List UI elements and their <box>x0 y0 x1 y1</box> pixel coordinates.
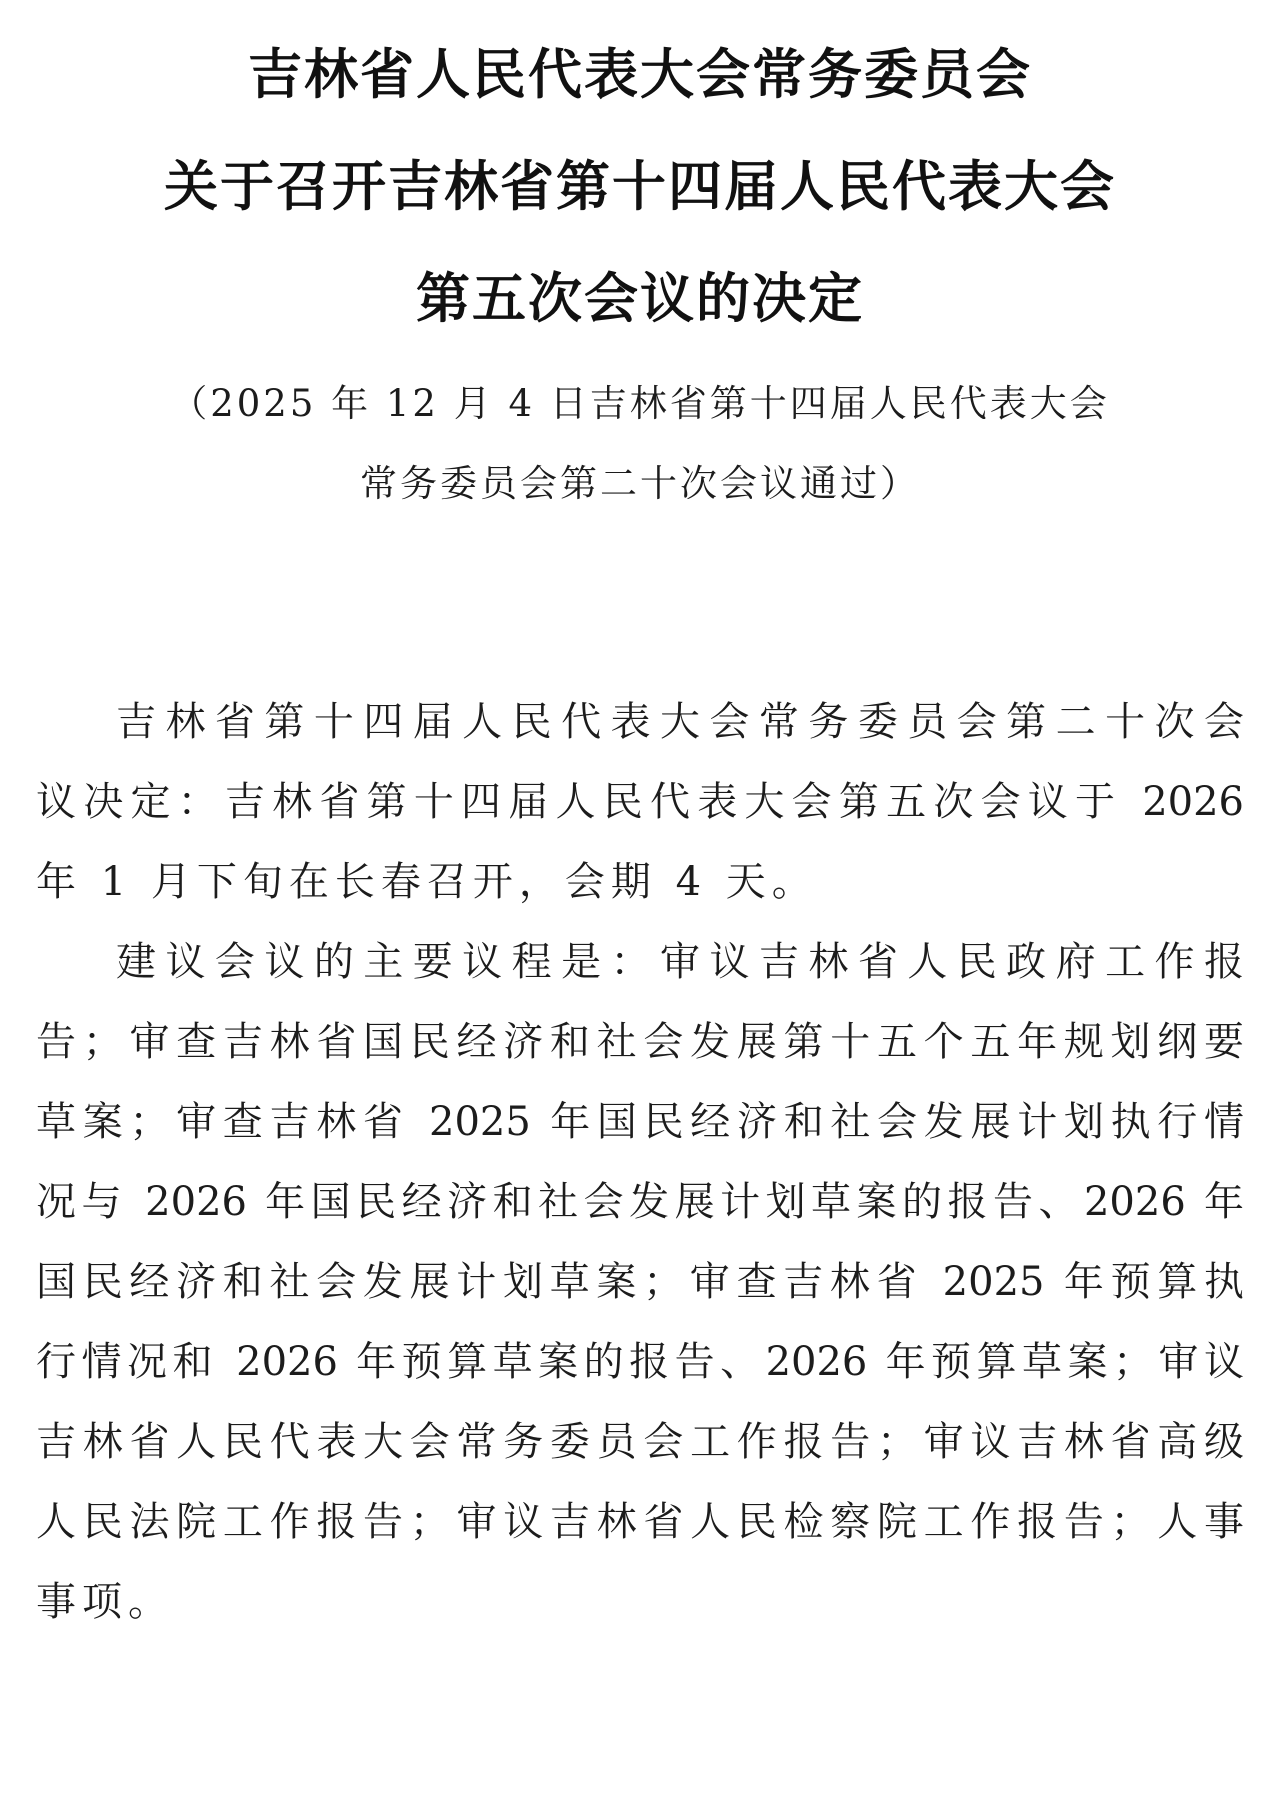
paragraph-2-line-3: 草案；审查吉林省 2025 年国民经济和社会发展计划执行情 <box>36 1099 1244 1145</box>
paragraph-2-line-9: 事项。 <box>36 1579 174 1625</box>
paragraph-1 <box>36 682 1244 922</box>
paragraph-2-line-2: 告；审查吉林省国民经济和社会发展第十五个五年规划纲要 <box>36 1019 1244 1065</box>
paragraph-2-line-6: 行情况和 2026 年预算草案的报告、2026 年预算草案；审议 <box>36 1339 1244 1385</box>
paragraph-2-line-5: 国民经济和社会发展计划草案；审查吉林省 2025 年预算执 <box>36 1259 1244 1305</box>
paragraph-1-line-1: 吉林省第十四届人民代表大会常务委员会第二十次会 <box>116 699 1244 745</box>
paragraph-1-line-3: 年 1 月下旬在长春召开，会期 4 天。 <box>36 859 818 905</box>
document-subtitle <box>36 364 1244 524</box>
title-line-1: 吉林省人民代表大会常务委员会 <box>248 42 1032 106</box>
paragraph-2-line-8: 人民法院工作报告；审议吉林省人民检察院工作报告；人事 <box>36 1499 1244 1545</box>
subtitle-line-1: （2025 年 12 月 4 日吉林省第十四届人民代表大会 <box>170 382 1110 425</box>
document-title <box>36 18 1244 354</box>
title-line-2: 关于召开吉林省第十四届人民代表大会 <box>164 154 1116 218</box>
paragraph-2-line-7: 吉林省人民代表大会常务委员会工作报告；审议吉林省高级 <box>36 1419 1244 1465</box>
paragraph-1-line-2: 议决定：吉林省第十四届人民代表大会第五次会议于 2026 <box>36 779 1244 825</box>
title-line-3: 第五次会议的决定 <box>416 266 864 330</box>
paragraph-2 <box>36 922 1244 1642</box>
document-body <box>36 682 1244 1642</box>
paragraph-2-line-4: 况与 2026 年国民经济和社会发展计划草案的报告、2026 年 <box>36 1179 1244 1225</box>
paragraph-2-line-1: 建议会议的主要议程是：审议吉林省人民政府工作报 <box>116 939 1244 985</box>
subtitle-line-2: 常务委员会第二十次会议通过） <box>360 462 920 505</box>
